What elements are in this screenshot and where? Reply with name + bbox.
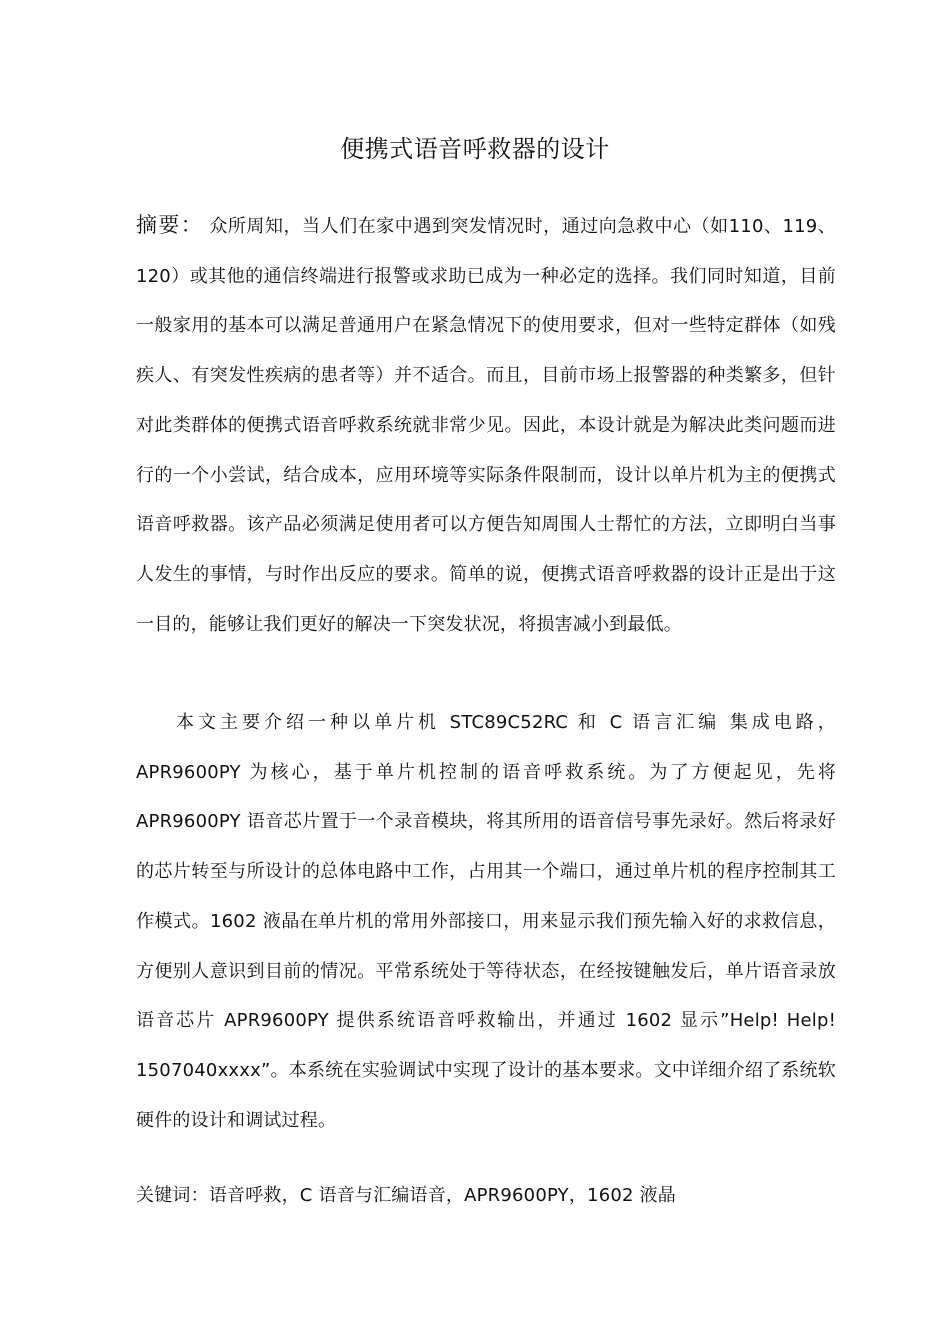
abstract-text: 众所周知，当人们在家中遇到突发情况时，通过向急救中心（如110、119、120）或其他的通信终端进行报警或求助已成为一种必定的选择。我们同时知道，目前一般家用的基本可以满足普通用户在紧急情况下的使用要求，但对一些特定群体（如残疾人、有突发性疾病的患者等）并不适合。而且，目前市场上报警器的种类繁多，但针对此类群体的便携式语音呼救系统就非常少见。因此，本设计就是为解决此类问题而进行的一个小尝试，结合成本，应用环境等实际条件限制而，设计以单片机为主的便携式语音呼救器。该产品必须满足使用者可以方便告知周围人士帮忙的方法，立即明白当事人发生的事情，与时作出反应的要求。简单的说，便携式语音呼救器的设计正是出于这一目的，能够让我们更好的解决一下突发状况，将损害减小到最低。 — [136, 216, 836, 635]
keywords-text: 语音呼救，C 语音与汇编语音，APR9600PY，1602 液晶 — [208, 1185, 676, 1206]
keywords-line — [136, 1171, 836, 1221]
abstract-label: 摘要： — [136, 213, 204, 237]
abstract-paragraph — [136, 201, 836, 649]
keywords-label: 关键词： — [136, 1185, 209, 1206]
document-title: 便携式语音呼救器的设计 — [340, 135, 610, 163]
body-paragraph: 本文主要介绍一种以单片机 STC89C52RC 和 C 语言汇编 集成电路，APR9600PY 为核心，基于单片机控制的语音呼救系统。为了方便起见，先将APR9600PY 语音芯片置于一个录音模块，将其所用的语音信号事先录好。然后将录好的芯片转至与所设计的总体电路中工作，占用其一个端口，通过单片机的程序控制其工作模式。1602 液晶在单片机的常用外部接口，用来显示我们预先输入好的求救信息，方便别人意识到目前的情况。平常系统处于等待状态，在经按键触发后，单片语音录放语音芯片 APR9600PY 提供系统语音呼救输出，并通过 1602 显示”Help! Help! 1507040xxxx”。本系统在实验调试中实现了设计的基本要求。文中详细介绍了系统软硬件的设计和调试过程。 — [136, 712, 836, 1131]
